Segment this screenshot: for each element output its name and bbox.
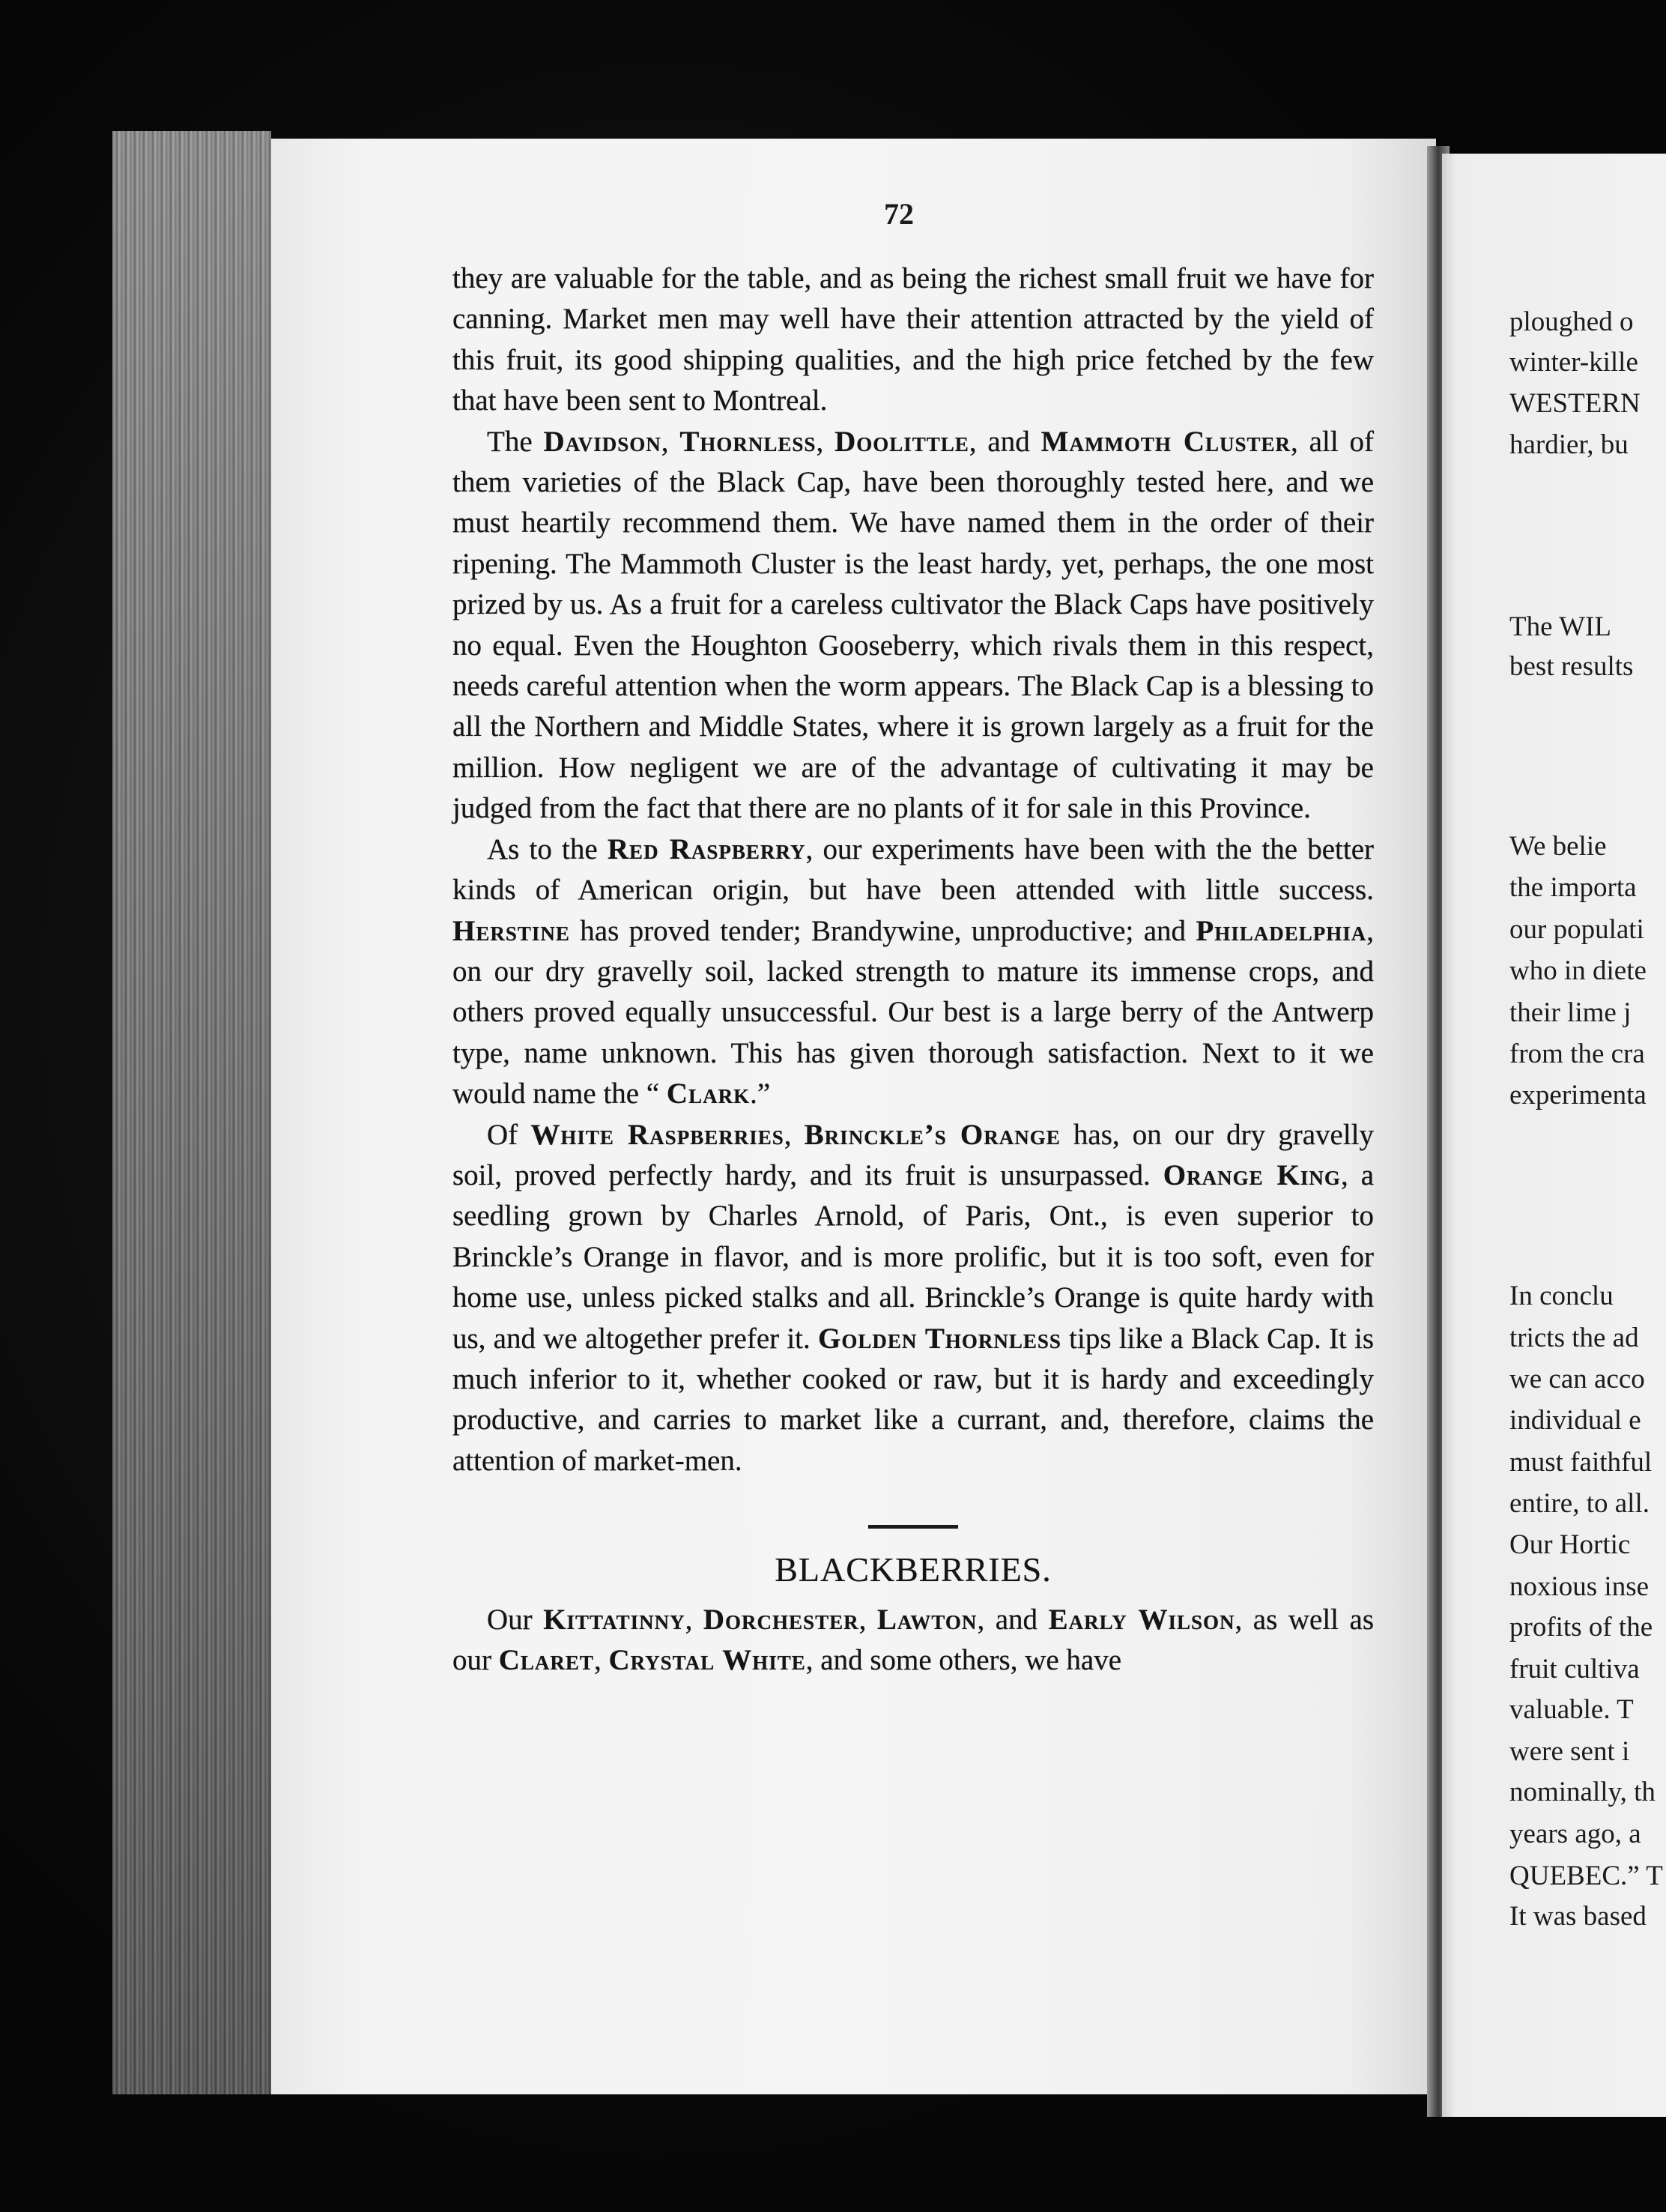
closing-text: , and some others, we have bbox=[805, 1644, 1122, 1676]
variety-name: Golden Thornless bbox=[817, 1322, 1061, 1355]
paragraph-text: , bbox=[816, 425, 835, 458]
book-page-edge bbox=[112, 131, 271, 2094]
variety-name: Kittatinny bbox=[543, 1603, 685, 1636]
paragraph-3 bbox=[452, 830, 1374, 1115]
paragraph-4 bbox=[452, 1115, 1374, 1482]
right-page-line: profits of the bbox=[1509, 1612, 1653, 1643]
closing-text: , bbox=[685, 1603, 703, 1636]
closing-text: , as well as our bbox=[452, 1603, 1375, 1676]
right-page-line: valuable. T bbox=[1509, 1694, 1634, 1725]
right-page-line: hardier, bu bbox=[1509, 429, 1629, 460]
variety-name: White Raspberries bbox=[530, 1118, 784, 1151]
section-heading: BLACKBERRIES. bbox=[775, 1550, 1052, 1589]
paragraph-text: they are valuable for the table, and as being the richest small fruit we have for canning. Market men may well have their attention attracted by the yield of this fruit, its good shipping qualities, and the high price fetched by the few that have been sent to Montreal. bbox=[452, 262, 1374, 417]
paragraph-2 bbox=[452, 422, 1374, 830]
right-page-line: We belie bbox=[1509, 831, 1607, 862]
right-page-line: ploughed o bbox=[1509, 306, 1634, 337]
section-divider bbox=[868, 1525, 958, 1529]
closing-text: , bbox=[593, 1644, 609, 1676]
closing-paragraph bbox=[452, 1600, 1374, 1681]
right-page-line: The WIL bbox=[1509, 611, 1611, 642]
variety-name: Davidson bbox=[543, 425, 661, 458]
paragraph-text: Of bbox=[487, 1118, 531, 1151]
paragraph-text: tips like a Black Cap. It is much inferior to it, whether cooked or raw, but it is hardy and exceedingly productive, and carries to market like a currant, and, therefore, claims the attention of market-men. bbox=[452, 1322, 1375, 1477]
variety-name: Mammoth Cluster bbox=[1041, 425, 1291, 458]
paragraph-text: , all of them varieties of the Black Cap, have been thoroughly tested here, and we must heartily recommend them. We have named them in the order of their ripening. The Mammoth Cluster is the least hardy, yet, perhaps, the one most prized by us. As a fruit for a careless cultivator the Black Caps have positively no equal. Even the Houghton Gooseberry, which rivals them in this respect, needs careful attention when the worm appears. The Black Cap is a blessing to all the Northern and Middle States, where it is grown largely as a fruit for the million. How negligent we are of the advantage of cultivating it may be judged from the fact that there are no plants of it for sale in this Province. bbox=[452, 425, 1375, 825]
right-page-line: entire, to all. bbox=[1509, 1488, 1650, 1519]
closing-text: , bbox=[858, 1603, 877, 1636]
right-page-line: noxious inse bbox=[1509, 1571, 1650, 1602]
paragraph-text: has, on our dry gravelly soil, proved perfectly hardy, and its fruit is unsurpassed. bbox=[452, 1118, 1375, 1191]
variety-name: Clark bbox=[666, 1078, 751, 1110]
right-page-line: QUEBEC.” T bbox=[1509, 1861, 1663, 1891]
paragraph-text: , bbox=[661, 425, 680, 458]
right-page-line: experimenta bbox=[1509, 1080, 1647, 1110]
variety-name: Crystal White bbox=[608, 1644, 806, 1676]
paragraph-text: .” bbox=[750, 1078, 771, 1110]
paragraph-text: , bbox=[784, 1118, 805, 1151]
paragraph-1 bbox=[452, 259, 1374, 422]
variety-name: Red Raspberry bbox=[607, 832, 806, 865]
right-page-line: In conclu bbox=[1509, 1281, 1614, 1311]
paragraph-text: , a seedling grown by Charles Arnold, of Paris, Ont., is even superior to Brinckle’s Orange in flavor, and is more prolific, but it is too soft, even for home use, unless picked stalks and all. Brinckle’s Orange is quite hardy with us, and we altogether prefer it. bbox=[452, 1158, 1375, 1355]
variety-name: Herstine bbox=[452, 914, 570, 947]
variety-name: Thornless bbox=[679, 425, 817, 458]
paragraph-text: , our experiments have been with the the better kinds of American origin, but have been attended with little success. bbox=[452, 832, 1374, 907]
right-page-line: nominally, th bbox=[1509, 1777, 1656, 1807]
variety-name: Doolittle bbox=[834, 425, 969, 458]
right-page-line: fruit cultiva bbox=[1509, 1654, 1640, 1684]
variety-name: Philadelphia bbox=[1196, 914, 1367, 947]
page-body bbox=[452, 259, 1374, 1681]
right-page-line: Our Hortic bbox=[1509, 1529, 1631, 1560]
right-page-line: years ago, a bbox=[1509, 1819, 1641, 1849]
variety-name: Brinckle’s Orange bbox=[804, 1118, 1061, 1151]
closing-text: Our bbox=[487, 1603, 544, 1636]
right-page-line: individual e bbox=[1509, 1405, 1641, 1436]
variety-name: Claret bbox=[498, 1644, 594, 1676]
closing-text: , and bbox=[977, 1603, 1049, 1636]
right-page-line: must faithful bbox=[1509, 1447, 1653, 1478]
right-page-line: our populati bbox=[1509, 914, 1644, 945]
variety-name: Early Wilson bbox=[1048, 1603, 1235, 1636]
right-page-line: we can acco bbox=[1509, 1364, 1645, 1394]
paragraph-text: has proved tender; Brandywine, unproductive; and bbox=[569, 914, 1196, 947]
paragraph-text: , on our dry gravelly soil, lacked strength to mature its immense crops, and others proved equally unsuccessful. Our best is a large berry of the Antwerp type, name unknown. This has given thorough satisfaction. Next to it we would name the “ bbox=[452, 914, 1374, 1110]
right-page-line: WESTERN bbox=[1509, 388, 1641, 419]
right-page-line: their lime j bbox=[1509, 997, 1632, 1028]
variety-name: Lawton bbox=[876, 1603, 978, 1636]
paragraph-text: As to the bbox=[487, 832, 608, 865]
right-page-line: the importa bbox=[1509, 872, 1637, 903]
page-number: 72 bbox=[884, 197, 914, 231]
variety-name: Orange King bbox=[1163, 1158, 1341, 1191]
right-page-line: were sent i bbox=[1509, 1736, 1630, 1767]
right-page-line: winter-kille bbox=[1509, 347, 1638, 378]
right-page-line: who in diete bbox=[1509, 955, 1647, 986]
right-page-line: from the cra bbox=[1509, 1039, 1645, 1069]
paragraph-text: , and bbox=[969, 425, 1041, 458]
right-page-line: It was based bbox=[1509, 1901, 1647, 1932]
paragraph-text: The bbox=[487, 425, 544, 458]
right-page-line: best results bbox=[1509, 651, 1634, 682]
right-page-line: tricts the ad bbox=[1509, 1323, 1639, 1353]
variety-name: Dorchester bbox=[703, 1603, 859, 1636]
